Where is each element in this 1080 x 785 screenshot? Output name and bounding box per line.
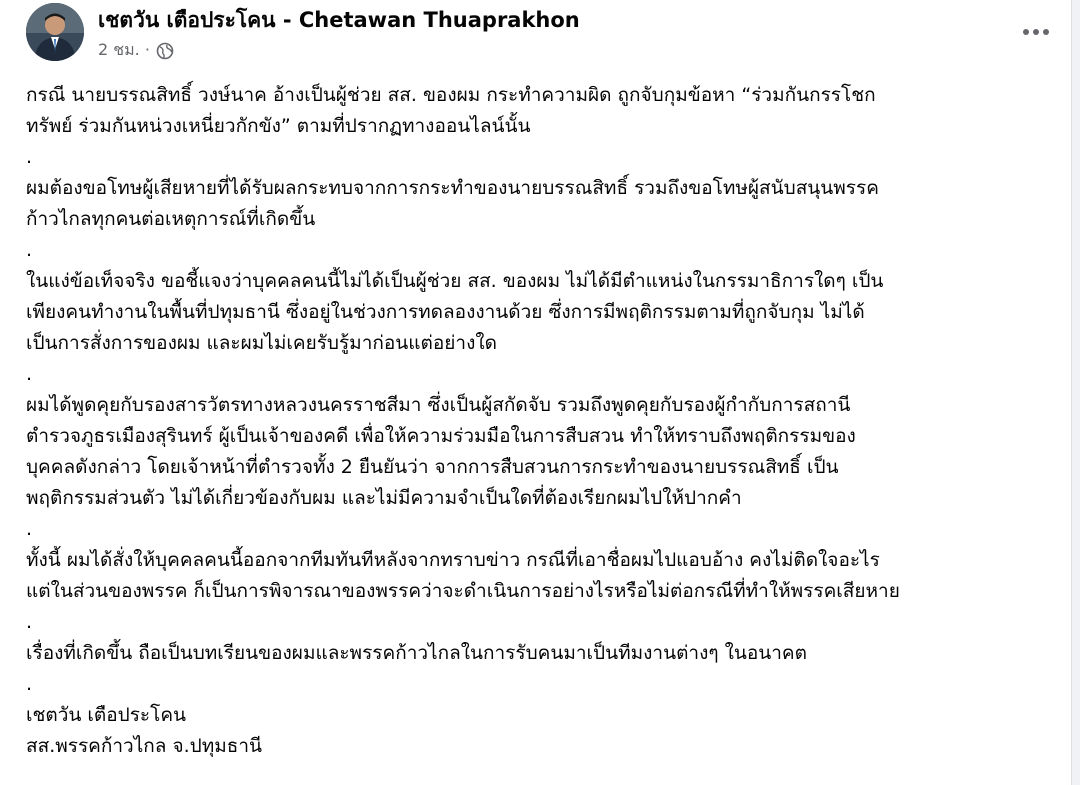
post-line: พฤติกรรมส่วนตัว ไม่ได้เกี่ยวข้องกับผม และไม่มีความจำเป็นใดที่ต้องเรียกผมไปให้ปากคำ: [26, 487, 742, 509]
post-line: ทรัพย์ ร่วมกันหน่วงเหนี่ยวกักขัง” ตามที่ปรากฏทางออนไลน์นั้น: [26, 115, 531, 137]
separator: .: [26, 239, 33, 261]
separator: .: [26, 146, 33, 168]
separator: .: [26, 673, 33, 695]
globe-icon[interactable]: [156, 42, 174, 60]
post-header: [26, 0, 1056, 68]
separator: .: [26, 363, 33, 385]
author-name[interactable]: เชตวัน เตือประโคน - Chetawan Thuaprakhon: [98, 8, 580, 32]
post-line: เพียงคนทำงานในพื้นที่ปทุมธานี ซึ่งอยู่ในช่วงการทดลองงานด้วย ซึ่งการมีพฤติกรรมตามที่ถูกจับกุม ไม่ได้: [26, 301, 865, 323]
post-line: กรณี นายบรรณสิทธิ์ วงษ์นาค อ้างเป็นผู้ช่วย สส. ของผม กระทำความผิด ถูกจับกุมข้อหา “ร่วมกันกรรโชก: [26, 84, 876, 106]
post-line: บุคคลดังกล่าว โดยเจ้าหน้าที่ตำรวจทั้ง 2 ยืนยันว่า จากการสืบสวนการกระทำของนายบรรณสิทธิ์ เป็น: [26, 456, 839, 478]
post-line: เรื่องที่เกิดขึ้น ถือเป็นบทเรียนของผมและพรรคก้าวไกลในการรับคนมาเป็นทีมงานต่างๆ ในอนาคต: [26, 642, 807, 664]
post-body: [26, 80, 1056, 762]
post-line: ในแง่ข้อเท็จจริง ขอชี้แจงว่าบุคคลคนนี้ไม่ได้เป็นผู้ช่วย สส. ของผม ไม่ได้มีตำแหน่งในกรรมาธิการใดๆ เป็น: [26, 270, 884, 292]
more-options-icon[interactable]: [1016, 14, 1056, 50]
post-line: เป็นการสั่งการของผม และผมไม่เคยรับรู้มาก่อนแต่อย่างใด: [26, 332, 497, 354]
post-line: แต่ในส่วนของพรรค ก็เป็นการพิจารณาของพรรคว่าจะดำเนินการอย่างไรหรือไม่ต่อกรณีที่ทำให้พรรคเสียหาย: [26, 580, 900, 602]
signature-title: สส.พรรคก้าวไกล จ.ปทุมธานี: [26, 735, 262, 757]
separator: .: [26, 518, 33, 540]
post-line: ก้าวไกลทุกคนต่อเหตุการณ์ที่เกิดขึ้น: [26, 208, 316, 230]
post-line: ผมต้องขอโทษผู้เสียหายที่ได้รับผลกระทบจากการกระทำของนายบรรณสิทธิ์ รวมถึงขอโทษผู้สนับสนุนพรรค: [26, 177, 879, 199]
avatar[interactable]: [26, 3, 84, 61]
post-time[interactable]: 2 ชม. ·: [98, 40, 150, 59]
separator: .: [26, 611, 33, 633]
post-line: ตำรวจภูธรเมืองสุรินทร์ ผู้เป็นเจ้าของคดี เพื่อให้ความร่วมมือในการสืบสวน ทำให้ทราบถึงพฤติกรรมของ: [26, 425, 856, 447]
post-line: ผมได้พูดคุยกับรองสารวัตรทางหลวงนครราชสีมา ซึ่งเป็นผู้สกัดจับ รวมถึงพูดคุยกับรองผู้กำกับการสถานี: [26, 394, 851, 416]
post-meta: [98, 38, 174, 63]
signature-name: เชตวัน เตือประโคน: [26, 704, 187, 726]
post-line: ทั้งนี้ ผมได้สั่งให้บุคคลคนนี้ออกจากทีมทันทีหลังจากทราบข่าว กรณีที่เอาชื่อผมไปแอบอ้าง คงไม่ติดใจอะไร: [26, 549, 880, 571]
